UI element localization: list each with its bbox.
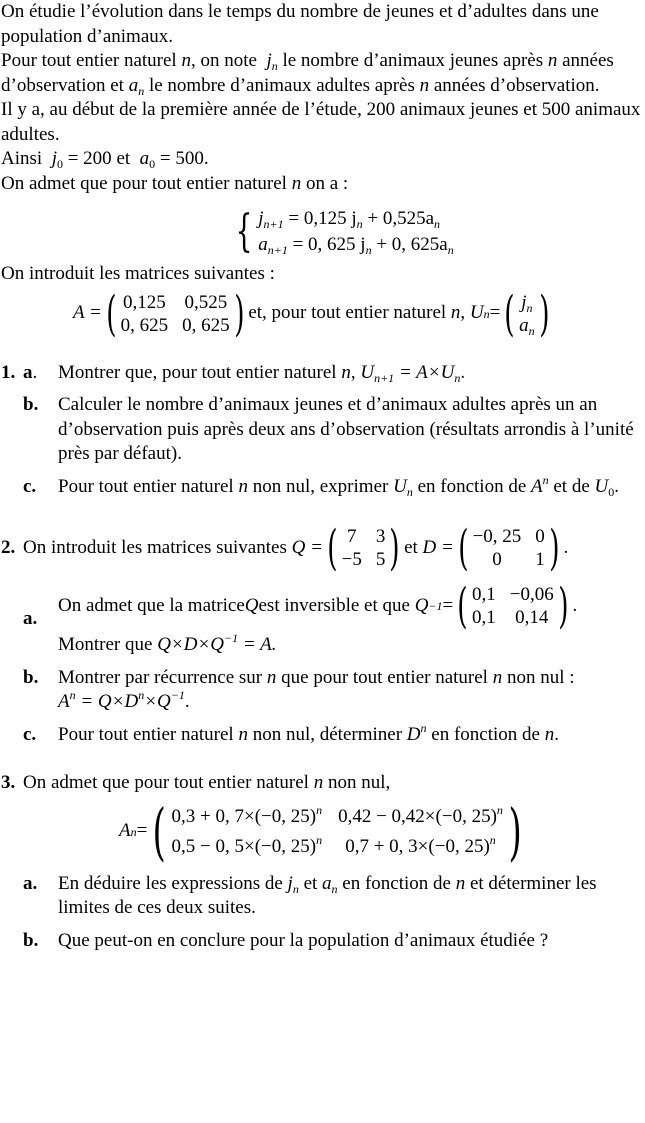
matrix-d-cell: −0, 25 [472,526,522,547]
matrix-a-power-n-cell: 0,42 − 0,42×(−0, 25)$^n$ [338,802,503,827]
system-line-2: $a_{n+1} = 0$, 625 $j_n + 0$, $625a_n$ [258,234,454,257]
matrix-a-cell: 0,525 [184,291,228,313]
question-1-b: b. Calculer le nombre d’animaux jeunes et d’animaux adultes après un an d’observation puis après deux ans d’observation (résultats arrondis à l’unité près par défaut). [23,394,634,464]
left-brace-icon: { [235,206,253,257]
question-2-a: a. On admet que la matrice Q est inversible et que Q −1 = ( 0,1 −0,06 0,1 0,14 ) . Montrer que $Q\times D\times Q^{-1} = A$. [23,578,578,655]
left-paren-icon: ( [458,520,469,576]
question-2-c: c. Pour tout entier naturel n non nul, déterminer $D^n$ en fonction de n. [23,720,559,745]
matrix-d [454,520,564,576]
question-3-b: b. Que peut-on en conclure pour la population d’animaux étudiée ? [23,929,549,951]
question-number: 3. [1,772,16,793]
matrix-a-label: A = [73,302,102,324]
question-3-intro: 3. On admet que pour tout entier naturel n non nul, [1,771,645,796]
matrix-a-power-n-cell: 0,7 + 0, 3×(−0, 25)$^n$ [345,832,496,857]
matrix-a-power-n-cell: 0,3 + 0, 7×(−0, 25)$^n$ [171,802,323,827]
matrix-q-inverse-cell: 0,1 [471,607,496,628]
left-paren-icon: ( [106,285,117,342]
matrix-a-cell: 0, 625 [120,314,169,336]
matrix-q-inverse [453,578,572,634]
matrix-a-power-n-cell: 0,5 − 0, 5×(−0, 25)$^n$ [171,832,323,857]
matrix-a-power-n [147,794,527,868]
system-line-1: $j_{n+1} = 0,125$ $j_n + 0,525a_n$ [258,208,441,231]
matrix-q-cell: 7 [346,526,357,547]
right-paren-icon: ) [508,794,522,868]
matrix-q-inverse-cell: 0,14 [515,607,549,628]
matrix-q [323,520,404,576]
question-3-a: a. En déduire les expressions de $j_n$ et $a_n$ en fonction de n et déterminer les limites de ces deux suites. [23,872,597,918]
question-number: 2. [1,536,16,558]
matrix-a-cell: 0, 625 [182,314,230,336]
matrix-q-cell: 5 [375,549,386,570]
right-paren-icon: ) [389,520,400,576]
right-paren-icon: ) [538,285,550,342]
recurrence-system [1,206,645,258]
matrix-q-inverse-cell: 0,1 [471,584,496,605]
intro-paragraph-6: On introduit les matrices suivantes : [1,263,275,284]
left-paren-icon: ( [327,520,338,576]
right-paren-icon: ) [557,578,569,634]
matrices-definition-line: A = ( 0,125 0,525 0, 625 0, 625 ) et, pour tout entier naturel n , U n = ( $j_n$ $a_n$ ) [73,289,645,339]
vector-u: ( $j_n$ $a_n$ ) [504,285,550,342]
matrix-q-cell: −5 [341,549,362,570]
matrix-d-cell: 0 [492,549,502,570]
question-2-b: b. Montrer par récurrence sur n que pour tout entier naturel n non nul : $A^n = Q\times D^n\times Q^{-1}$. [23,666,575,712]
matrix-a-power-n-line: A n = ( 0,3 + 0, 7×(−0, 25)$^n$ 0,42 − 0,42×(−0, 25)$^n$ 0,5 − 0, 5×(−0, 25)$^n$ 0,7 + 0, 3×(−0, 25)$^n$ ) [119,800,645,864]
matrix-a [102,285,248,342]
question-2-intro: 2. On introduit les matrices suivantes Q = ( 7 3 −5 5 ) et D = ( −0, 25 0 0 1 ) . [1,520,569,576]
matrix-q-cell: 3 [375,526,386,547]
matrix-q-inverse-cell: −0,06 [509,584,554,605]
matrix-d-cell: 0 [535,526,545,547]
intro-paragraph-2: Pour tout entier naturel n, on note $j_n$ le nombre d’animaux jeunes après n années d’observation et $a_n$ le nombre d’animaux adultes après n années d’observation. [1,50,614,98]
j-n-symbol: $j_n$ [266,50,278,73]
a-n-symbol: $a_n$ [128,74,145,98]
matrix-a-cell: 0,125 [122,291,166,313]
intro-initial-values: Ainsi $j_0 = 200$ et $a_0 = 500$. [1,148,209,171]
intro-paragraph-3: Il y a, au début de la première année de l’étude, 200 animaux jeunes et 500 animaux adultes. [1,99,641,145]
right-paren-icon: ) [549,520,560,576]
right-paren-icon: ) [233,285,245,342]
intro-paragraph-5: On admet que pour tout entier naturel n on a : [1,172,349,194]
left-paren-icon: ( [504,285,515,342]
left-paren-icon: ( [152,794,167,868]
question-1-c: c. Pour tout entier naturel n non nul, exprimer $U_n$ en fonction de $A^n$ et de $U_0$. [23,472,619,499]
question-1-a: 1. a. Montrer que, pour tout entier naturel n, $U_{n+1} = A\times U_n$. [1,361,466,385]
matrix-d-cell: 1 [535,549,545,570]
left-paren-icon: ( [457,578,468,634]
intro-paragraph-1: On étudie l’évolution dans le temps du nombre de jeunes et d’adultes dans une population d’animaux. [1,1,599,47]
question-number: 1. [1,361,16,383]
